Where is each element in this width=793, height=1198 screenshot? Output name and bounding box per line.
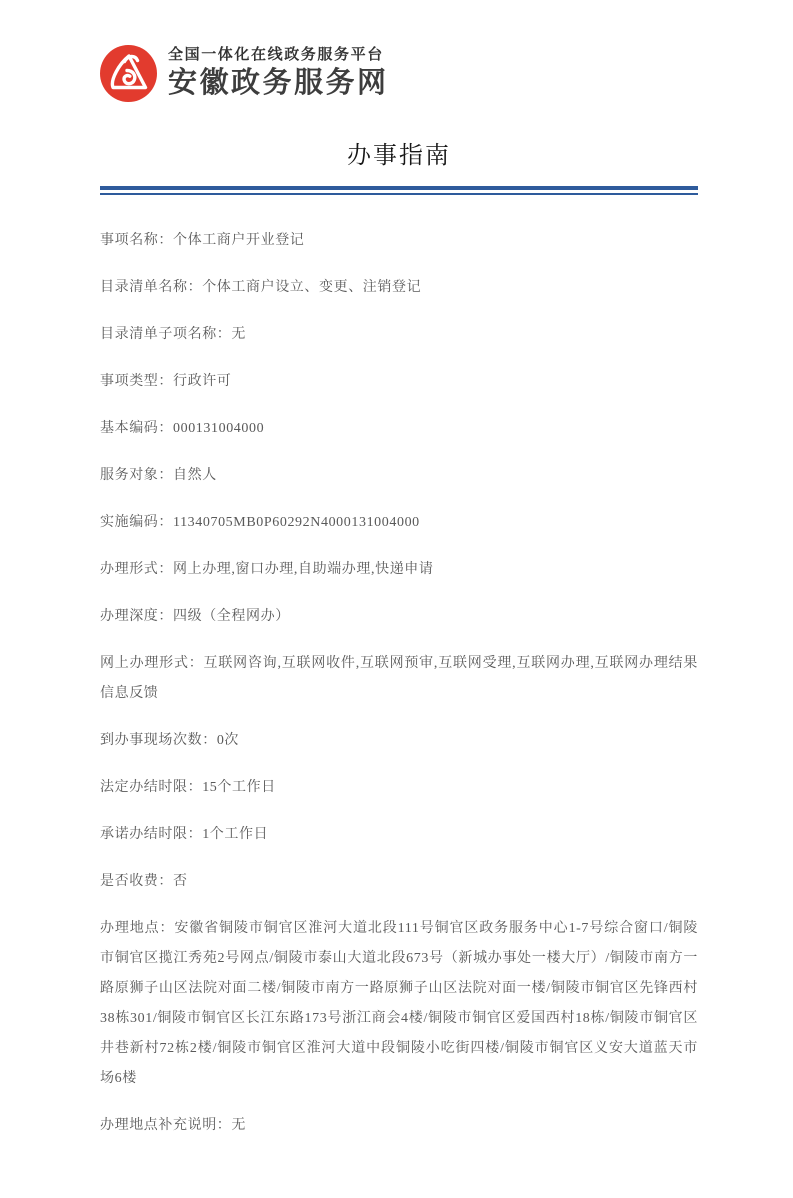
field-label: 到办事现场次数： bbox=[100, 732, 217, 748]
field-label: 承诺办结时限： bbox=[100, 826, 203, 842]
field-label: 事项名称： bbox=[100, 232, 173, 248]
title-divider bbox=[100, 186, 698, 195]
field-value: 四级（全程网办） bbox=[173, 608, 290, 624]
field-value: 15个工作日 bbox=[202, 779, 276, 795]
field-row-location-notes bbox=[100, 1111, 698, 1141]
field-label: 法定办结时限： bbox=[100, 779, 203, 795]
site-name: 安徽政务服务网 bbox=[168, 66, 389, 99]
field-row-basic-code bbox=[100, 414, 698, 444]
field-value: 个体工商户开业登记 bbox=[173, 232, 305, 248]
field-value: 自然人 bbox=[173, 467, 217, 483]
field-label: 办理形式： bbox=[100, 561, 173, 577]
field-row-handling-depth bbox=[100, 602, 698, 632]
site-header bbox=[100, 45, 698, 102]
field-label: 目录清单名称： bbox=[100, 279, 203, 295]
field-label: 事项类型： bbox=[100, 373, 173, 389]
field-value: 个体工商户设立、变更、注销登记 bbox=[202, 279, 422, 295]
field-label: 是否收费： bbox=[100, 873, 173, 889]
field-row-handling-locations bbox=[100, 914, 698, 1094]
field-row-site-visits bbox=[100, 726, 698, 756]
field-row-service-target bbox=[100, 461, 698, 491]
field-row-fee-required bbox=[100, 867, 698, 897]
field-label: 基本编码： bbox=[100, 420, 173, 436]
field-row-online-form bbox=[100, 649, 698, 709]
field-row-catalog-name bbox=[100, 273, 698, 303]
field-row-impl-code bbox=[100, 508, 698, 538]
field-value: 1个工作日 bbox=[202, 826, 269, 842]
field-label: 服务对象： bbox=[100, 467, 173, 483]
field-row-item-type bbox=[100, 367, 698, 397]
field-value: 无 bbox=[231, 326, 247, 342]
field-label: 办理地点： bbox=[100, 920, 175, 936]
field-value: 安徽省铜陵市铜官区淮河大道北段111号铜官区政务服务中心1-7号综合窗口/铜陵市铜官区揽江秀苑2号网点/铜陵市泰山大道北段673号（新城办事处一楼大厅）/铜陵市南方一路原狮子山区法院对面二楼/铜陵市南方一路原狮子山区法院对面一楼/铜陵市铜官区先锋西村38栋301/铜陵市铜官区长江东路173号浙江商会4楼/铜陵市铜官区爱国西村18栋/铜陵市铜官区井巷新村72栋2楼/铜陵市铜官区淮河大道中段铜陵小吃街四楼/铜陵市铜官区义安大道蓝天市场6楼 bbox=[100, 920, 698, 1086]
field-row-legal-time-limit bbox=[100, 773, 698, 803]
field-label: 实施编码： bbox=[100, 514, 173, 530]
field-row-catalog-subitem bbox=[100, 320, 698, 350]
field-value: 0次 bbox=[216, 732, 240, 748]
field-value: 否 bbox=[173, 873, 188, 889]
field-value: 11340705MB0P60292N4000131004000 bbox=[173, 514, 420, 530]
field-value: 无 bbox=[231, 1117, 247, 1133]
field-label: 网上办理形式： bbox=[100, 655, 204, 671]
field-row-item-name bbox=[100, 226, 698, 256]
anhui-gov-logo-icon bbox=[100, 45, 157, 102]
page-title: 办事指南 bbox=[347, 143, 451, 169]
field-value: 互联网咨询,互联网收件,互联网预审,互联网受理,互联网办理,互联网办理结果信息反馈 bbox=[100, 655, 699, 701]
field-label: 办理深度： bbox=[100, 608, 173, 624]
field-row-handling-form bbox=[100, 555, 698, 585]
guide-fields bbox=[100, 226, 698, 1141]
field-value: 网上办理,窗口办理,自助端办理,快递申请 bbox=[173, 561, 434, 577]
brand-text-block bbox=[168, 46, 389, 101]
field-label: 目录清单子项名称： bbox=[100, 326, 232, 342]
field-row-promised-time-limit bbox=[100, 820, 698, 850]
platform-name: 全国一体化在线政务服务平台 bbox=[168, 45, 384, 63]
field-label: 办理地点补充说明： bbox=[100, 1117, 232, 1133]
field-value: 000131004000 bbox=[173, 420, 265, 436]
field-value: 行政许可 bbox=[173, 373, 232, 389]
